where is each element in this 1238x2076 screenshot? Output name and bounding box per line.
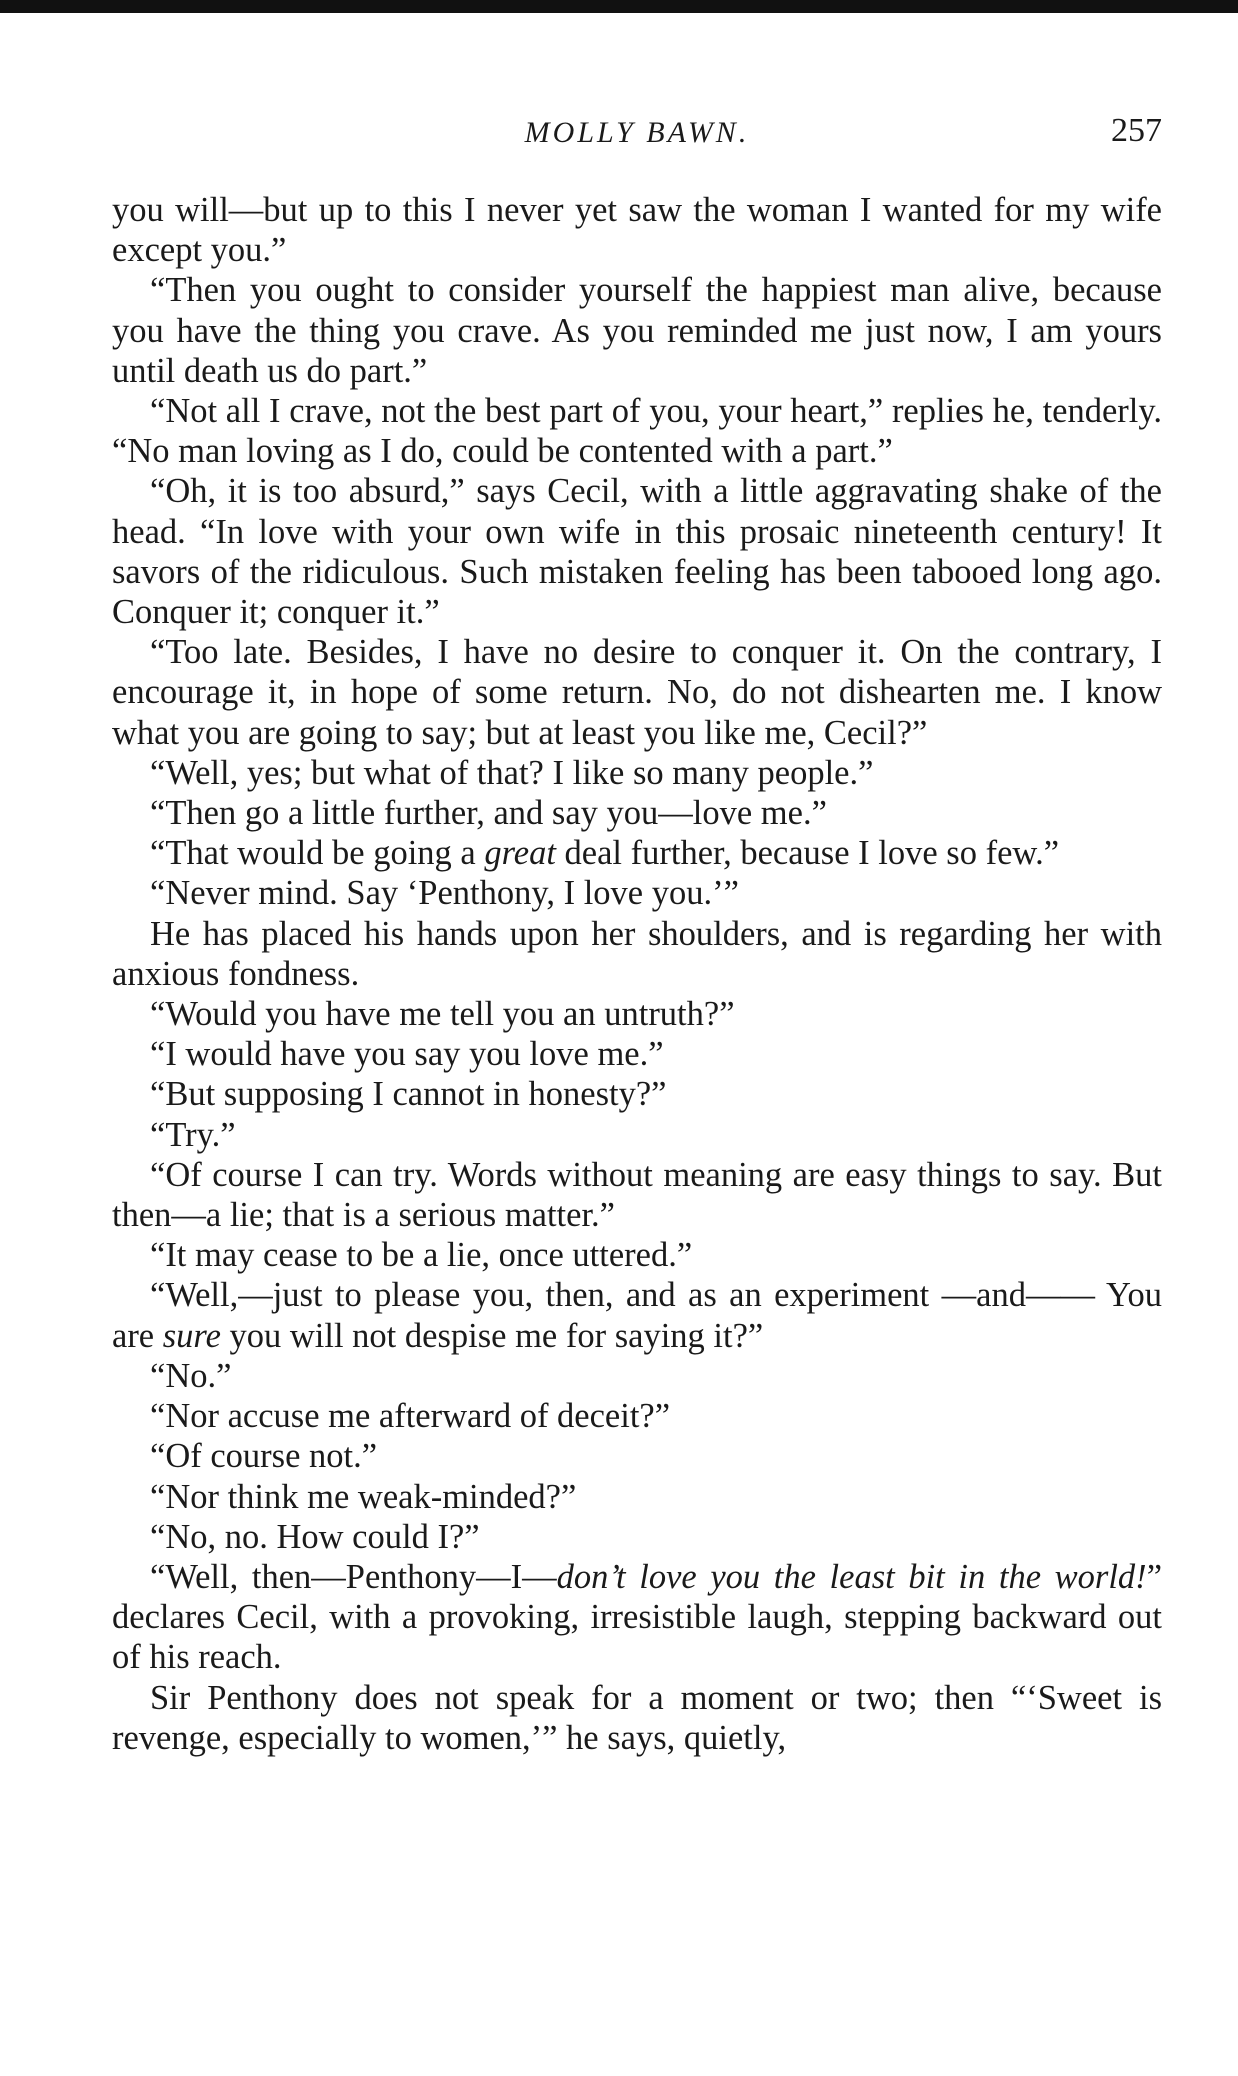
- paragraph: “But supposing I cannot in honesty?”: [150, 1075, 667, 1114]
- paragraph: “No.”: [150, 1356, 232, 1395]
- running-title: MOLLY BAWN.: [524, 116, 750, 149]
- paragraph: “It may cease to be a lie, once uttered.”: [150, 1236, 693, 1275]
- paragraph: He has placed his hands upon her shoulders, and is regarding her with anxious fondness.: [112, 914, 1162, 993]
- paragraph: Sir Penthony does not speak for a moment or two; then “‘Sweet is revenge, especially to women,’” he says, quietly,: [112, 1678, 1162, 1757]
- emphasis: sure: [162, 1316, 221, 1355]
- paragraph: “Then you ought to consider yourself the happiest man alive, because you have the thing you crave. As you reminded me just now, I am yours until death us do part.”: [112, 271, 1162, 390]
- paragraph: “That would be going a great deal further, because I love so few.”: [150, 834, 1060, 873]
- paragraph: “Try.”: [150, 1115, 236, 1154]
- paragraph: “Of course I can try. Words without meaning are easy things to say. But then—a lie; that is a serious matter.”: [112, 1155, 1162, 1235]
- paragraph: “Too late. Besides, I have no desire to conquer it. On the contrary, I encourage it, in hope of some return. No, do not dishearten me. I know what you are going to say; but at least you like me, Cecil?”: [112, 633, 1162, 752]
- running-head: [112, 100, 1162, 160]
- paragraph: “Well,—just to please you, then, and as an experiment —and—— You are sure you will not despise me for saying it?”: [112, 1276, 1162, 1355]
- book-page: [112, 100, 1162, 1758]
- paragraph: you will—but up to this I never yet saw the woman I wanted for my wife except you.”: [112, 191, 1162, 270]
- paragraph: “Nor think me weak-minded?”: [150, 1477, 577, 1516]
- body-text: [112, 190, 1162, 1758]
- paragraph: “Never mind. Say ‘Penthony, I love you.’”: [150, 874, 739, 913]
- paragraph: “Well, then—Penthony—I—don’t love you the least bit in the world!” declares Cecil, with a provoking, irresistible laugh, stepping backward out of his reach.: [112, 1557, 1163, 1677]
- emphasis: great: [484, 834, 556, 873]
- paragraph: “Not all I crave, not the best part of you, your heart,” replies he, tenderly. “No man loving as I do, could be contented with a part.”: [112, 392, 1162, 471]
- paragraph: “Then go a little further, and say you—love me.”: [150, 794, 827, 833]
- paragraph: “Nor accuse me afterward of deceit?”: [150, 1397, 671, 1436]
- paragraph: “No, no. How could I?”: [150, 1517, 480, 1556]
- paragraph: “Would you have me tell you an untruth?”: [150, 995, 735, 1034]
- paragraph: “Well, yes; but what of that? I like so many people.”: [150, 753, 874, 792]
- emphasis: don’t love you the least bit in the world!: [556, 1557, 1147, 1596]
- top-border-rule: [0, 0, 1238, 13]
- page-number: 257: [1111, 112, 1162, 149]
- paragraph: “Of course not.”: [150, 1437, 378, 1476]
- paragraph: “I would have you say you love me.”: [150, 1035, 664, 1074]
- paragraph: “Oh, it is too absurd,” says Cecil, with a little aggravating shake of the head. “In love with your own wife in this prosaic nineteenth century! It savors of the ridiculous. Such mistaken feeling has been tabooed long ago. Conquer it; conquer it.”: [112, 472, 1162, 632]
